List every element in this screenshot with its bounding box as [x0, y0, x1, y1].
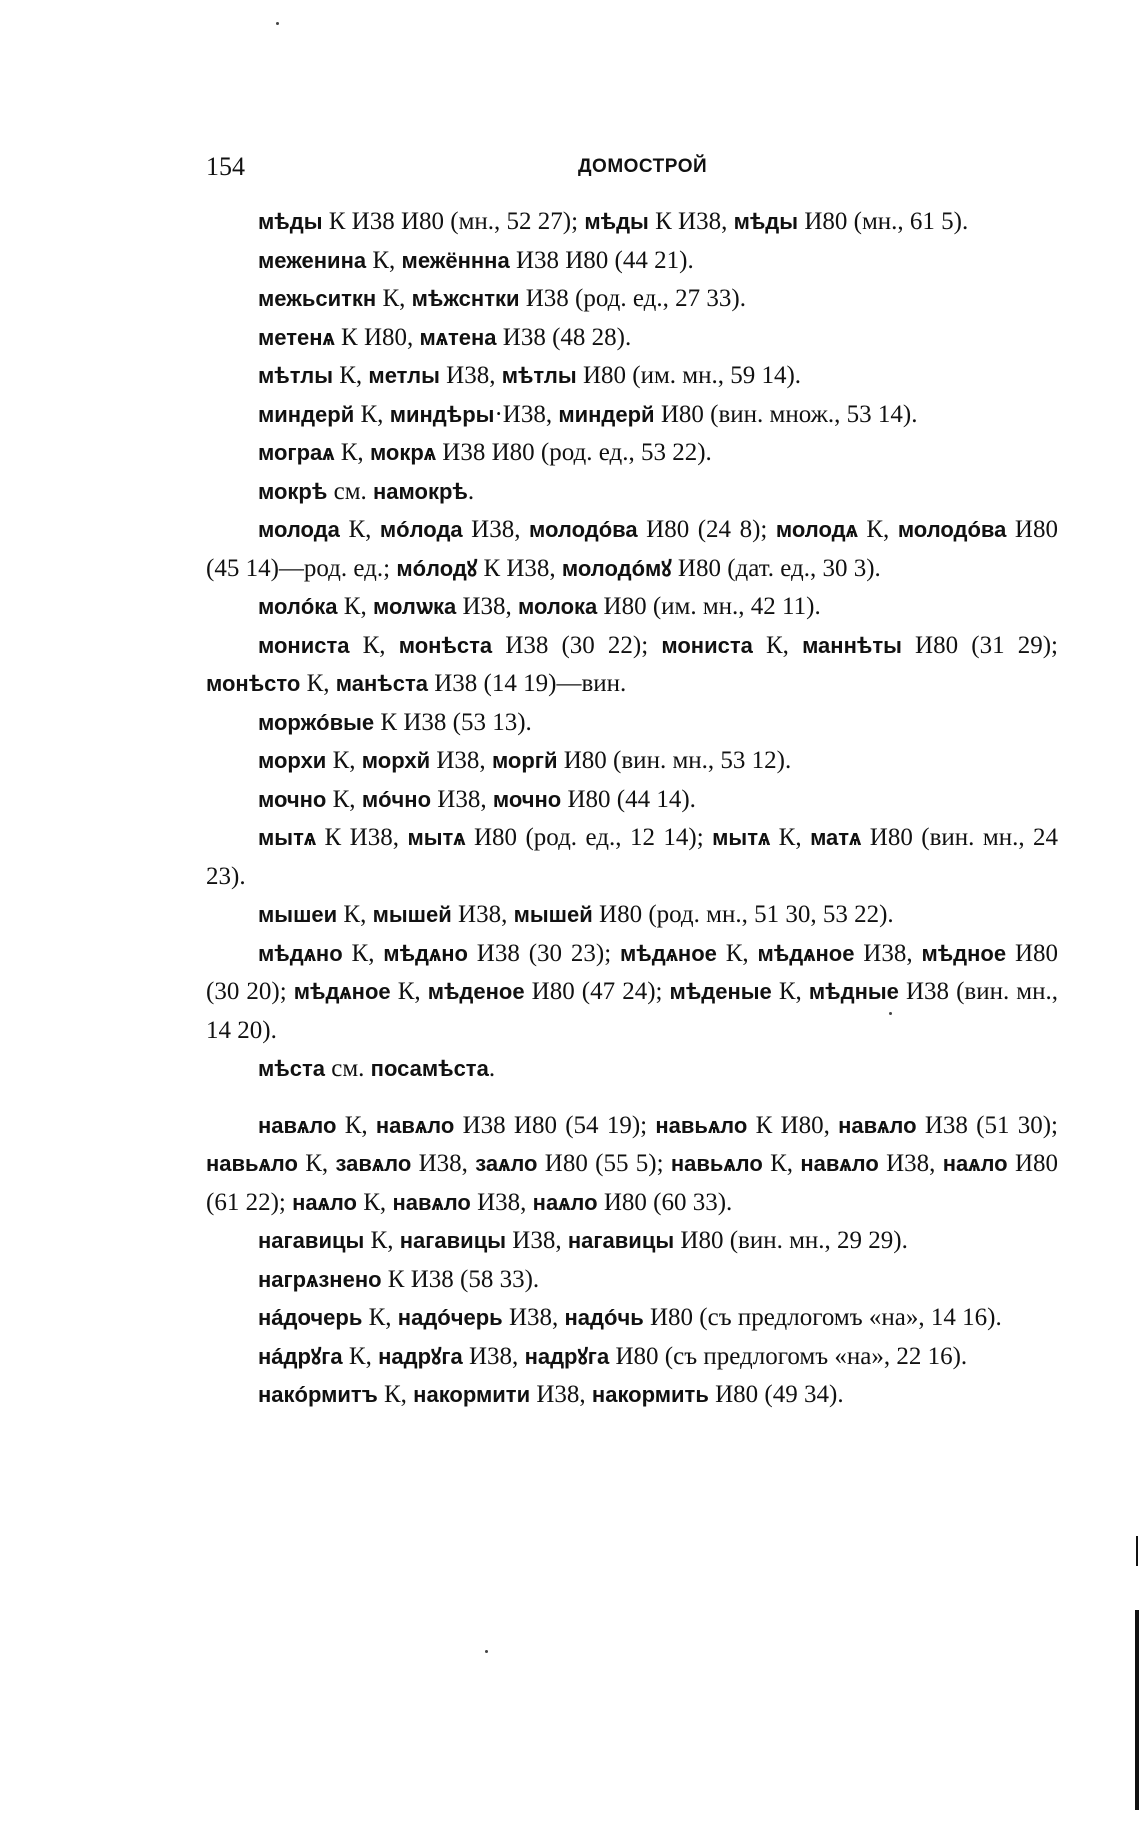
- entry-text: К,: [300, 670, 336, 697]
- entry-text: И38 И80 (род. ед., 53 22).: [436, 439, 712, 466]
- dictionary-entry: [206, 704, 1058, 743]
- headword: матѧ: [810, 825, 862, 850]
- entry-text: И38 (14 19)—вин.: [427, 670, 627, 697]
- headword: мѣденые: [669, 979, 772, 1004]
- headword: мытѧ: [407, 825, 466, 850]
- entry-text: К,: [771, 978, 802, 1005]
- headword: мѣды: [584, 209, 649, 234]
- entry-text: К,: [342, 939, 384, 967]
- headword: надрꙋга: [378, 1343, 463, 1369]
- entry-text: .: [488, 1055, 496, 1082]
- entry-text: И80 (47 24);: [524, 978, 670, 1005]
- headword: накóрмитъ: [258, 1382, 378, 1407]
- headword: метенѧ: [258, 324, 335, 350]
- entry-text: И38,: [530, 1381, 592, 1408]
- headword: навѧло: [838, 1112, 917, 1138]
- entry-text: И80 (им. мн., 42 11).: [597, 593, 821, 620]
- entry-text: И80 (45 14)—род. ед.;: [206, 516, 1058, 582]
- entry-text: К,: [762, 1150, 801, 1177]
- entry-text: И80: [671, 554, 721, 582]
- dictionary-entry: [206, 511, 1058, 588]
- dictionary-entry: [206, 819, 1058, 896]
- headword: нагавицы: [567, 1228, 675, 1253]
- dictionary-entry: [206, 588, 1058, 627]
- dictionary-entry: [206, 1299, 1058, 1338]
- headword: мышеи: [258, 902, 338, 927]
- entry-text: К,: [339, 516, 380, 543]
- headword: мѣды: [733, 209, 799, 234]
- entry-text: К И38 (58 33).: [381, 1265, 540, 1293]
- entry-text: К,: [366, 246, 402, 274]
- headword: мочно: [492, 786, 562, 812]
- headword: мѣды: [258, 209, 323, 234]
- headword: межьситкн: [258, 286, 377, 311]
- headword: мѣста: [258, 1056, 325, 1081]
- scan-speck: [276, 22, 279, 25]
- headword: нáдрꙋга: [258, 1343, 343, 1369]
- headword: наѧло: [532, 1189, 598, 1215]
- entry-text: К И38 И80 (мн., 52 27);: [322, 208, 585, 235]
- headword: молóка: [258, 594, 338, 619]
- dictionary-entry: [206, 357, 1058, 396]
- headword: молодѧ: [775, 517, 858, 542]
- headword: молодóва: [529, 517, 638, 542]
- entry-text: И38 И80 (44 21).: [509, 246, 694, 274]
- entry-text: И80 (55 5);: [537, 1150, 664, 1177]
- headword: молѡка: [372, 594, 457, 619]
- dictionary-entry: [206, 896, 1058, 935]
- entry-text: К,: [770, 824, 811, 851]
- dictionary-entry: [206, 1107, 1058, 1223]
- headword: моржóвые: [258, 709, 375, 735]
- headword: монѣсто: [206, 671, 301, 696]
- headword: нагрѧзнено: [258, 1266, 382, 1292]
- headword: метлы: [368, 363, 440, 388]
- dictionary-entry: [206, 1261, 1058, 1300]
- entry-text: И80 (род. ед., 12 14);: [465, 824, 713, 851]
- dictionary-entry: [206, 434, 1058, 473]
- headword: заѧло: [475, 1151, 538, 1176]
- entry-text: И38,: [411, 1150, 476, 1177]
- entry-text: К,: [336, 1111, 376, 1139]
- headword: мóлода: [379, 517, 463, 542]
- page-header: [206, 152, 1058, 188]
- headword: мѣдѧно: [383, 940, 468, 966]
- entry-text: И38 (51 30);: [916, 1111, 1059, 1139]
- headword: надóчерь: [397, 1305, 503, 1330]
- headword: мограѧ: [258, 440, 335, 465]
- entry-text: К И38,: [648, 208, 734, 235]
- headword: мытѧ: [712, 825, 771, 850]
- entry-text: И80 (мн., 61 5).: [798, 208, 969, 235]
- entry-text: И80 (24 8);: [637, 516, 776, 543]
- entry-text: И38,: [506, 1227, 568, 1254]
- headword: меженина: [258, 247, 367, 273]
- entry-text: К,: [362, 1304, 398, 1331]
- headword: завѧло: [335, 1151, 412, 1176]
- headword: мѣдѧно: [258, 940, 343, 966]
- headword: морхи: [258, 748, 327, 773]
- entry-text: см.: [324, 1055, 371, 1082]
- entry-text: И38,: [854, 939, 913, 967]
- headword: мочно: [258, 786, 327, 812]
- dictionary-entry: [206, 935, 1058, 1051]
- headword: навѧло: [375, 1112, 455, 1138]
- headword: миндерй: [558, 401, 655, 427]
- headword: молода: [258, 517, 340, 542]
- headword: навѧло: [392, 1189, 471, 1215]
- entry-text: К,: [332, 362, 369, 389]
- headword: молодóва: [897, 517, 1007, 542]
- headword: мониста: [661, 632, 753, 658]
- headword: накормить: [591, 1382, 709, 1407]
- dictionary-entry: [206, 1222, 1058, 1261]
- entry-text: И80 (вин. мн., 53 12).: [557, 747, 792, 774]
- headword: молодóмꙋ: [561, 555, 672, 581]
- entry-text: «на», 14 16).: [868, 1304, 1002, 1331]
- headword: мѣдное: [921, 940, 1007, 966]
- entry-text: К,: [377, 1381, 414, 1408]
- headword: надóчь: [564, 1305, 644, 1330]
- headword: наѧло: [292, 1189, 357, 1215]
- scan-speck: [889, 1012, 892, 1015]
- entry-text: И80 (60 33).: [597, 1188, 733, 1216]
- dictionary-entry: [206, 396, 1058, 435]
- entry-text: К И38,: [316, 824, 408, 851]
- headword: нáдочерь: [258, 1305, 363, 1330]
- dictionary-entry: [206, 627, 1058, 704]
- entry-text: И80 (44 14).: [561, 785, 696, 813]
- entry-text: И80 (вин. мн., 29 29).: [674, 1227, 908, 1254]
- entry-text: И80: [901, 631, 959, 659]
- headword: нагавицы: [399, 1228, 507, 1253]
- headword: мóчно: [361, 786, 432, 812]
- entry-text: И38 (род. ед., 27 33).: [519, 285, 746, 312]
- headword: мѣтлы: [258, 363, 333, 388]
- margin-mark: [1136, 1536, 1138, 1566]
- headword: мѣтлы: [501, 363, 577, 388]
- headword: посамѣста: [370, 1056, 489, 1081]
- headword: навѧло: [800, 1151, 879, 1176]
- entry-text: И80 (съ предлогомъ: [643, 1304, 863, 1331]
- entry-text: И80 (вин. мн., 24 23).: [206, 824, 1059, 890]
- dictionary-entry: [206, 319, 1058, 358]
- entry-text: К,: [376, 285, 412, 312]
- entry-text: К И38,: [477, 554, 562, 582]
- running-title: ДОМОСТРОЙ: [578, 156, 708, 177]
- entry-text: И80 (им. мн., 59 14).: [576, 362, 802, 389]
- headword: мѣдѧное: [757, 940, 855, 966]
- headword: молока: [518, 594, 598, 619]
- entry-text: И38 И80 (54 19);: [454, 1111, 656, 1139]
- entry-text: К И80,: [334, 323, 420, 351]
- headword: надрꙋга: [524, 1343, 610, 1369]
- headword: мѣдѧное: [293, 979, 391, 1004]
- entry-text: И38,: [502, 1304, 565, 1331]
- dictionary-entry: [206, 203, 1058, 242]
- headword: манѣста: [335, 671, 428, 696]
- entry-text: И38 (48 28).: [496, 323, 632, 351]
- dictionary-entry: [206, 280, 1058, 319]
- headword: монѣста: [398, 632, 493, 658]
- entry-text: И80 (30 20);: [206, 939, 1059, 1005]
- entry-text: И38 (30 22);: [492, 631, 662, 659]
- dictionary-entry: [206, 1050, 1058, 1089]
- entry-text: И38,: [477, 1188, 533, 1216]
- headword: навьѧло: [206, 1151, 298, 1176]
- headword: мокрѣ: [258, 478, 328, 504]
- headword: морхй: [361, 748, 431, 773]
- headword: мѣдные: [808, 979, 899, 1004]
- headword: мѣдѧное: [620, 940, 717, 966]
- dictionary-entry: [206, 1338, 1058, 1377]
- headword: межённна: [401, 247, 510, 273]
- entry-text: И38 (вин. мн., 14 20).: [206, 978, 1058, 1044]
- headword: мышей: [372, 902, 452, 927]
- page-number: 154: [206, 152, 245, 181]
- headword: мѧтена: [419, 324, 497, 350]
- dictionary-entry: [206, 473, 1058, 512]
- entry-text: И38,: [878, 1150, 943, 1177]
- entry-text: К,: [390, 978, 428, 1005]
- entry-text: К,: [326, 785, 362, 813]
- headword: накормити: [413, 1382, 531, 1407]
- entry-text: И38,: [462, 1342, 525, 1370]
- entry-text: см.: [327, 477, 374, 505]
- headword: нагавицы: [258, 1228, 365, 1253]
- headword: мóлодꙋ: [396, 555, 478, 581]
- entry-text: .: [467, 477, 475, 505]
- entry-text: И80 (род. мн., 51 30, 53 22).: [592, 901, 894, 928]
- entry-text: К,: [334, 439, 370, 466]
- entry-text: И38 (30 23);: [467, 939, 620, 967]
- dictionary-entry: [206, 742, 1058, 781]
- scan-speck: [485, 1650, 488, 1653]
- entry-text: И80 (съ предлогомъ «на», 22 16).: [609, 1342, 968, 1370]
- headword: навьѧло: [655, 1112, 748, 1138]
- entry-text: И38,: [430, 747, 492, 774]
- headword: миндерй: [258, 401, 355, 427]
- entry-text: И38,: [451, 901, 514, 928]
- headword: моргй: [491, 748, 558, 773]
- entry-text: (дат. ед., 30 3).: [727, 554, 881, 582]
- entry-text: И38,: [456, 593, 519, 620]
- entry-text: ·И38,: [494, 400, 559, 428]
- entry-text: К,: [326, 747, 362, 774]
- entry-text: И80 (49 34).: [708, 1381, 844, 1408]
- entry-text: И80 (вин. множ., 53 14).: [654, 400, 918, 428]
- entry-text: И38,: [439, 362, 502, 389]
- headword: наѧло: [942, 1151, 1008, 1176]
- headword: мониста: [258, 632, 350, 658]
- entry-text: И80 (61 22);: [206, 1150, 1058, 1216]
- margin-mark: [1135, 1610, 1139, 1810]
- dictionary-entry: [206, 1376, 1058, 1415]
- entry-text: К,: [337, 593, 373, 620]
- dictionary-entry: [206, 242, 1058, 281]
- entry-text: И38,: [462, 516, 530, 543]
- entry-text: И38,: [431, 785, 493, 813]
- entry-text: К,: [337, 901, 373, 928]
- dictionary-text: [206, 203, 1058, 1415]
- entry-text: К,: [354, 400, 390, 428]
- entry-text: К И38 (53 13).: [374, 708, 532, 736]
- entry-text: К,: [357, 1188, 393, 1216]
- headword: маннѣты: [802, 632, 902, 658]
- entry-text: К,: [752, 631, 803, 659]
- headword: мокрѧ: [369, 440, 437, 465]
- headword: миндѣры: [389, 401, 495, 427]
- headword: навьѧло: [670, 1151, 763, 1176]
- headword: мытѧ: [258, 825, 317, 850]
- headword: мышей: [513, 902, 593, 927]
- headword: мѣденое: [427, 979, 525, 1004]
- entry-text: К,: [297, 1150, 336, 1177]
- entry-text: К И80,: [747, 1111, 830, 1139]
- headword: мѣжснтки: [411, 286, 520, 311]
- entry-text: К,: [716, 939, 758, 967]
- entry-text: К,: [364, 1227, 400, 1254]
- headword: намокрѣ: [373, 478, 468, 504]
- dictionary-entry: [206, 781, 1058, 820]
- entry-text: (31 29);: [971, 631, 1058, 659]
- entry-text: К,: [349, 631, 399, 659]
- entry-text: К,: [857, 516, 890, 543]
- headword: навѧло: [258, 1112, 337, 1138]
- entry-text: К,: [342, 1342, 379, 1370]
